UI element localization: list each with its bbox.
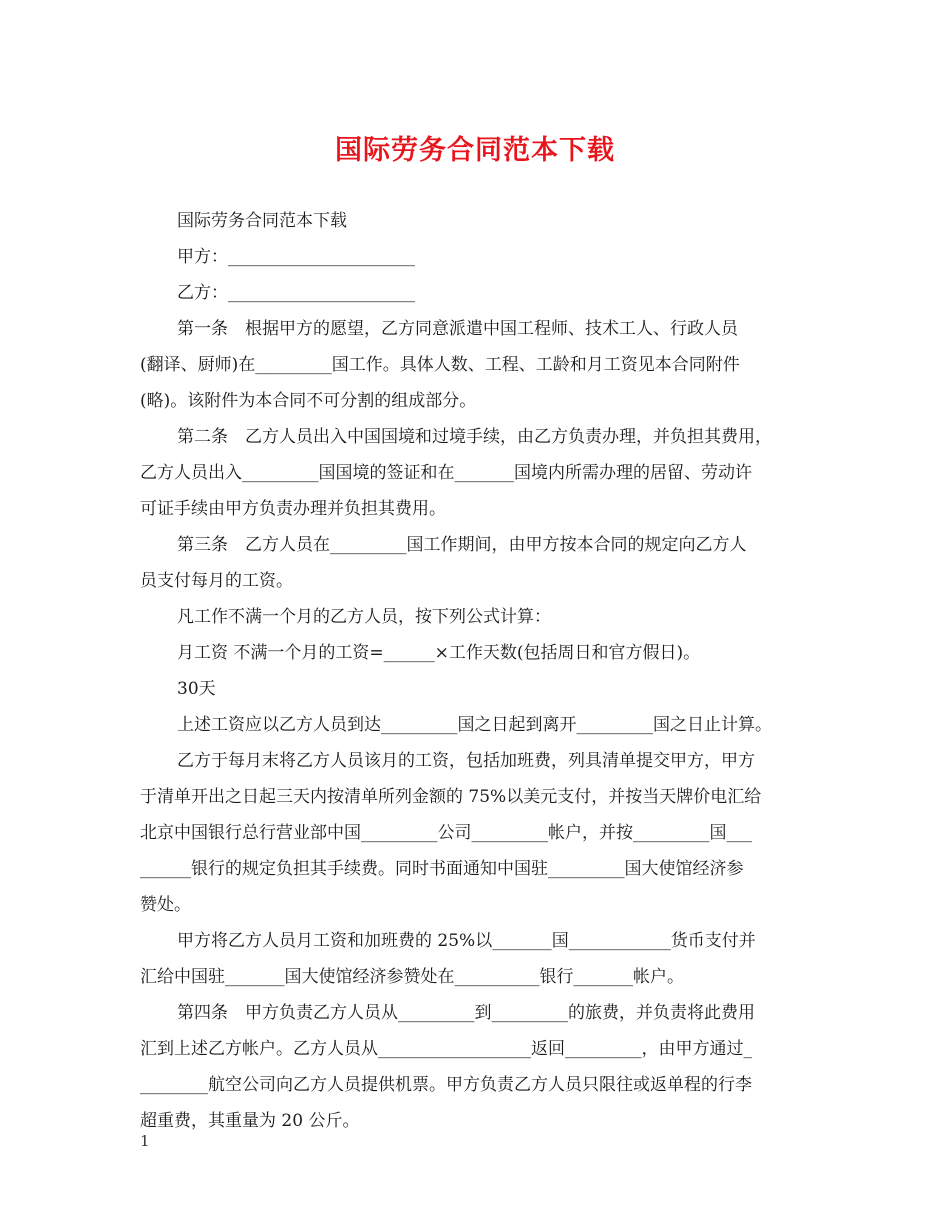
doc-line: (翻译、厨师)在_________国工作。具体人数、工程、工龄和月工资见本合同附件 <box>140 355 740 375</box>
doc-line: 汇给中国驻_______国大使馆经济参赞处在__________银行_______帐户。 <box>140 967 684 987</box>
doc-line: 月工资 不满一个月的工资=______×工作天数(包括周日和官方假日)。 <box>177 643 701 663</box>
doc-line: ______银行的规定负担其手续费。同时书面通知中国驻_________国大使馆经济参 <box>140 859 744 879</box>
page-number: 1 <box>140 1132 150 1150</box>
document-body <box>140 203 820 1139</box>
doc-line: 乙方人员出入_________国国境的签证和在_______国境内所需办理的居留、劳动许 <box>140 463 752 483</box>
doc-line: 于清单开出之日起三天内按清单所列金额的 75%以美元支付，并按当天牌价电汇给 <box>140 787 762 807</box>
doc-line: 汇到上述乙方帐户。乙方人员从__________________返回_________，由甲方通过_ <box>140 1039 752 1059</box>
doc-line: 赞处。 <box>140 895 191 915</box>
doc-line: 员支付每月的工资。 <box>140 571 293 591</box>
doc-line: 甲方将乙方人员月工资和加班费的 25%以_______国____________货币支付并 <box>177 931 756 951</box>
doc-line: 第三条 乙方人员在_________国工作期间，由甲方按本合同的规定向乙方人 <box>177 535 747 555</box>
doc-line: 上述工资应以乙方人员到达_________国之日起到离开_________国之日止计算。 <box>177 715 772 735</box>
doc-line: 可证手续由甲方负责办理并负担其费用。 <box>140 499 446 519</box>
doc-line: 超重费，其重量为 20 公斤。 <box>140 1111 360 1131</box>
doc-line: 第四条 甲方负责乙方人员从_________到_________的旅费，并负责将此费用 <box>177 1003 755 1023</box>
doc-line: 第一条 根据甲方的愿望，乙方同意派遣中国工程师、技术工人、行政人员 <box>177 319 738 339</box>
doc-line: 国际劳务合同范本下载 <box>177 211 347 231</box>
doc-line: 凡工作不满一个月的乙方人员，按下列公式计算： <box>177 607 551 627</box>
doc-line: (略)。该附件为本合同不可分割的组成部分。 <box>140 391 477 411</box>
doc-line: 北京中国银行总行营业部中国_________公司_________帐户，并按_________国___ <box>140 823 752 843</box>
party-a-line: 甲方：______________________ <box>177 247 415 267</box>
doc-line: 30天 <box>177 679 216 699</box>
doc-line: 乙方于每月末将乙方人员该月的工资，包括加班费，列具清单提交甲方，甲方 <box>177 751 755 771</box>
document-title: 国际劳务合同范本下载 <box>335 135 615 166</box>
doc-line: ________航空公司向乙方人员提供机票。甲方负责乙方人员只限往或返单程的行李 <box>140 1075 752 1095</box>
doc-line: 第二条 乙方人员出入中国国境和过境手续，由乙方负责办理，并负担其费用， <box>177 427 772 447</box>
party-b-line: 乙方：______________________ <box>177 283 415 303</box>
